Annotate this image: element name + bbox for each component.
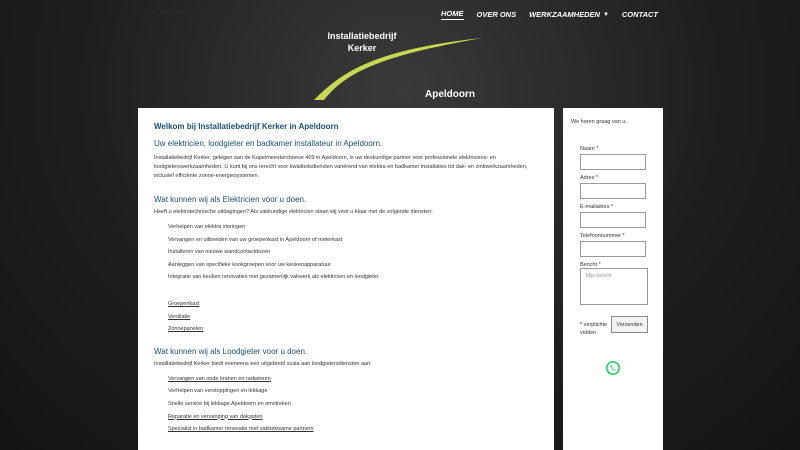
intro-text: Installatiebedrijf Kerker, gelegen aan de Kapelmeestershoeve 409 in Apeldoorn, is uw deskundige partner voor professionele elektriciens- en loodgieterswerkzaamheden. U kunt bij ons terecht voor kwaliteitsdiensten variërend van elektra en badkamer installaties tot dak- en zinkwerkzaamheden, inclusief efficiënte zonne-energiesystemen.	[154, 155, 528, 179]
section-electrician-text: Heeft u elektrotechnische uitdagingen? Als vakkundige elektricien staan wij voor u klaar met de volgende diensten:	[154, 209, 433, 215]
link-kranen-radiatoren[interactable]: Vervangen van oude kranen en radiatoren	[168, 375, 271, 382]
submit-button[interactable]: Verzenden	[611, 316, 648, 333]
list-item: Snelle service bij lekkage Apeldoorn en omstreken	[168, 400, 291, 407]
list-item: Verhelpen van verstoppingen en lekkage	[168, 388, 268, 395]
name-label: Naam *	[580, 146, 599, 152]
plumber-services-list	[154, 373, 534, 436]
section-electrician-heading: Wat kunnen wij als Elektricien voor u doen.	[154, 195, 307, 204]
address-label: Adres *	[580, 175, 599, 181]
phone-label: Telefoonnummer *	[580, 233, 625, 239]
nav-werkzaamheden-label: WERKZAAMHEDEN	[529, 10, 600, 19]
section-plumber-text: Installatiebedrijf Kerker biedt eveneens een uitgebreid scala aan loodgietersdiensten aan:	[154, 360, 372, 367]
whatsapp-icon[interactable]	[605, 360, 621, 376]
email-label: E-mailadres *	[580, 204, 614, 210]
welcome-heading: Welkom bij Installatiebedrijf Kerker in Apeldoorn	[154, 122, 339, 131]
logo-line1: Installatiebedrijf	[327, 31, 397, 41]
chevron-down-icon: ▼	[602, 11, 609, 18]
main-content-panel	[138, 108, 554, 450]
section-plumber-heading: Wat kunnen wij als Loodgieter voor u doen.	[154, 346, 308, 356]
main-nav	[428, 9, 658, 20]
electrician-services-list	[154, 221, 534, 284]
phone-field[interactable]	[580, 241, 646, 257]
nav-over-ons[interactable]: OVER ONS	[476, 10, 517, 19]
nav-contact[interactable]: CONTACT	[621, 10, 658, 19]
list-item: Aanleggen van specifieke kookgroepen voor uw keukenapparatuur	[168, 261, 331, 268]
top-bar	[0, 0, 800, 30]
list-item: Integratie van keuken renovaties met gezamenlijk vakwerk als elektricien en loodgieter	[168, 274, 379, 281]
nav-werkzaamheden[interactable]	[529, 9, 609, 20]
link-dakgoten[interactable]: Reparatie en vervanging van dakgoten	[168, 413, 263, 420]
subtitle-heading: Uw elektricien, loodgieter en badkamer installateur in Apeldoorn.	[154, 139, 383, 148]
link-badkamer-renovatie[interactable]: Specialist in badkamer renovatie met vakbekwame partners	[168, 426, 314, 433]
header-tagline: INSTALLATIEBEDRIJF KERKER	[147, 10, 251, 16]
message-field[interactable]: Mijn bericht	[580, 268, 648, 305]
list-item: Vervangen en uitbreiden van uw groepenkast in Apeldoorn of meterkast	[168, 236, 343, 243]
name-field[interactable]	[580, 154, 646, 170]
main-content	[154, 122, 534, 436]
list-item: Verhelpen van elektra storingen	[168, 224, 246, 230]
logo-city: Apeldoorn	[425, 89, 475, 100]
email-field[interactable]	[580, 212, 646, 228]
address-field[interactable]	[580, 183, 646, 199]
contact-sidebar	[563, 108, 663, 450]
list-item: Installeren van nieuwe wandcontactdozen	[168, 249, 271, 256]
link-zonnepanelen[interactable]: Zonnepanelen	[168, 326, 204, 333]
link-groepenkast[interactable]: Groepenkast	[168, 300, 200, 307]
message-label: Bericht *	[580, 262, 601, 268]
logo-line2: Kerker	[347, 43, 377, 53]
nav-home[interactable]: HOME	[441, 9, 464, 18]
service-links-list	[154, 298, 534, 336]
required-note: * verplichte velden	[580, 322, 608, 336]
link-ventilatie[interactable]: Ventilatie	[168, 313, 191, 320]
contact-intro: We horen graag van u.	[571, 119, 627, 125]
